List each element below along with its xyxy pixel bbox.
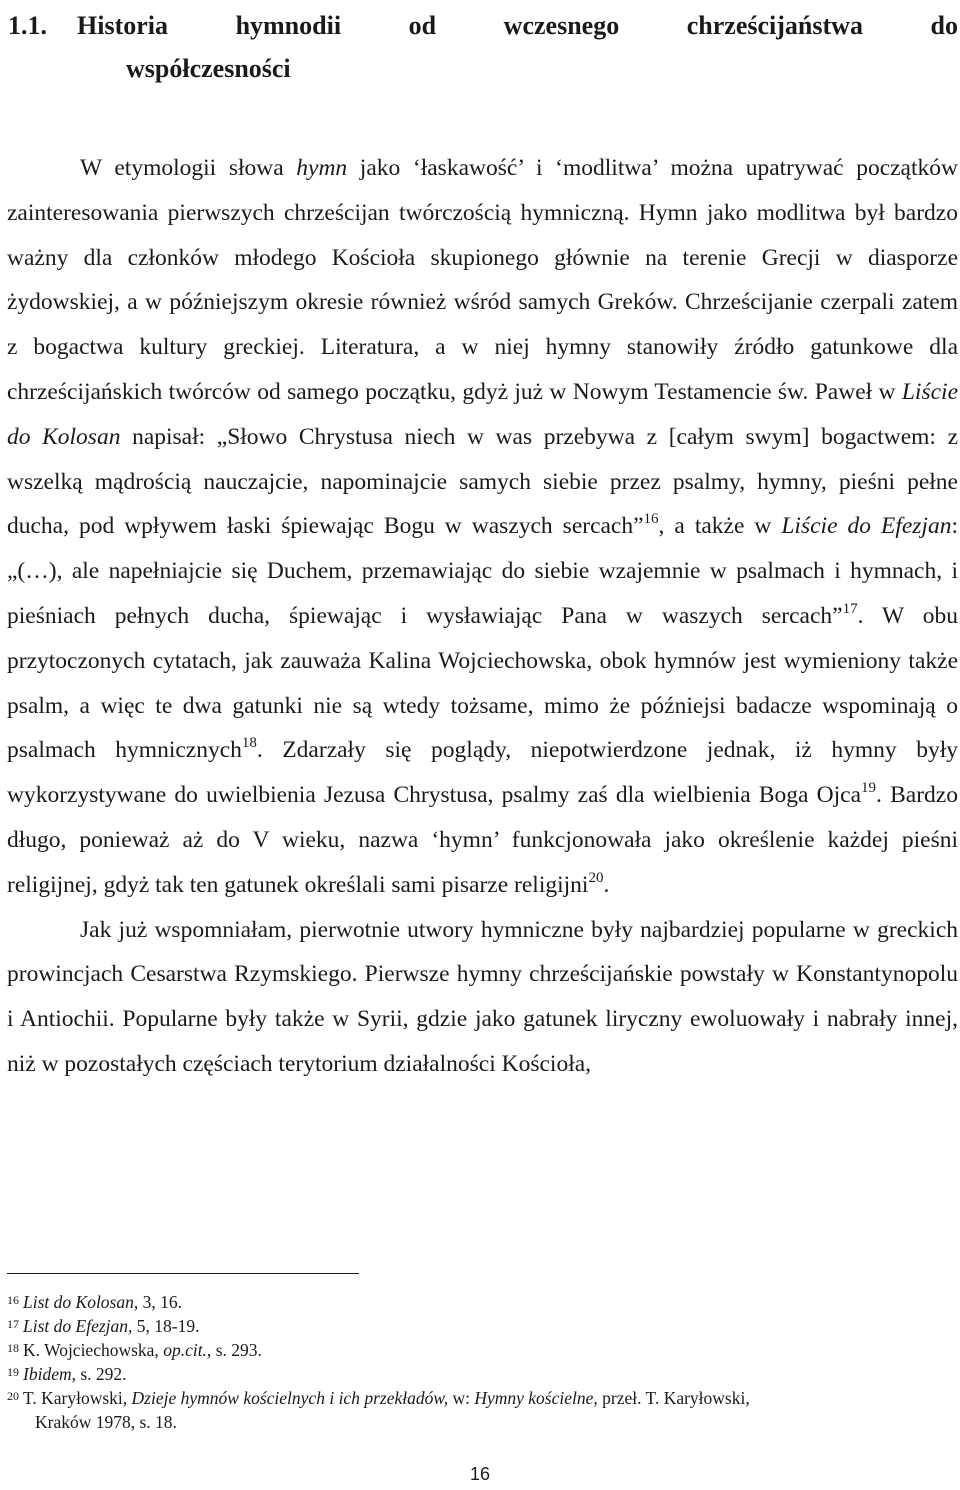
paragraph-2: Jak już wspomniałam, pierwotnie utwory hymniczne były najbardziej popularne w greckich prowincjach Cesarstwa Rzymskiego. Pierwsze hymny chrześcijańskie powstały w Konstantynopolu i Antiochii. Popularne były także w Syrii, gdzie jako gatunek liryczny ewoluowały i nabrały innej, niż w pozostałych częściach terytorium działalności Kościoła, xyxy=(7,916,958,1077)
footnote-text: 5, 18-19. xyxy=(132,1316,200,1336)
text-run: . W obu przytoczonych cytatach, jak zauważa Kalina Wojciechowska, obok hymnów jest wymieniony także psalm, a więc te dwa gatunki nie są wtedy tożsame, mimo że późniejsi badacze wspominają o psalmach hymnicznych xyxy=(7,602,958,764)
footnote-italic: Ibidem xyxy=(23,1364,72,1384)
footnote-20-continuation: Kraków 1978, s. 18. xyxy=(35,1412,177,1432)
text-run: . xyxy=(603,871,610,898)
footnote-17 xyxy=(7,1314,958,1338)
footnote-ref-19[interactable]: 19 xyxy=(861,780,877,797)
footnote-number: 18 xyxy=(7,1341,19,1355)
footnote-text: K. Wojciechowska, xyxy=(23,1340,164,1360)
footnote-ref-18[interactable]: 18 xyxy=(241,735,257,752)
text-run: napisał: „Słowo Chrystusa niech w was przebywa z [całym swym] bogactwem: z wszelką mądrością nauczajcie, napominajcie samych siebie przez psalmy, hymny, pieśni pełne ducha, pod wpływem łaski śpiewając Bogu w waszych sercach” xyxy=(7,423,959,540)
text-run: , a także w xyxy=(658,513,782,540)
footnote-italic: Dzieje hymnów kościelnych i ich przekładów, xyxy=(131,1388,449,1408)
footnote-italic: Hymny kościelne, xyxy=(474,1388,598,1408)
footnote-19 xyxy=(7,1362,958,1386)
footnote-18 xyxy=(7,1338,958,1362)
page-number: 16 xyxy=(469,1464,491,1484)
footnote-number: 19 xyxy=(7,1365,19,1379)
footnote-16 xyxy=(7,1290,958,1314)
italic-run: Liście do Efezjan xyxy=(781,513,952,540)
footnote-italic: List do Efezjan, xyxy=(23,1316,133,1336)
italic-run: hymn xyxy=(296,155,348,181)
footnote-text: T. Karyłowski, xyxy=(23,1388,132,1408)
footnote-text: w: xyxy=(448,1388,475,1408)
text-run: : „(…), ale napełniajcie się Duchem, przemawiając do siebie wzajemnie w psalmach i hymnach, i pieśniach pełnych ducha, śpiewając i wysławiając Pana w waszych sercach” xyxy=(7,513,958,629)
text-run: . Zdarzały się poglądy, niepotwierdzone jednak, iż hymny były wykorzystywane do uwielbienia Jezusa Chrystusa, psalmy zaś dla wielbienia Boga Ojca xyxy=(7,737,958,809)
footnote-number: 17 xyxy=(7,1317,19,1331)
footnote-number: 20 xyxy=(7,1389,19,1403)
footnote-ref-17[interactable]: 17 xyxy=(842,600,858,617)
footnote-italic: List do Kolosan xyxy=(23,1292,134,1312)
paragraph-1 xyxy=(7,146,958,908)
footnote-ref-16[interactable]: 16 xyxy=(643,511,659,528)
footnote-italic: op.cit., xyxy=(163,1340,212,1360)
section-title-line2: współczesności xyxy=(126,54,291,83)
footnotes xyxy=(7,1290,958,1434)
footnote-ref-20[interactable]: 20 xyxy=(588,869,604,886)
text-run: W etymologii słowa xyxy=(80,155,297,181)
footnote-separator xyxy=(7,1273,359,1274)
footnote-20 xyxy=(7,1386,958,1410)
text-run: . Bardzo długo, ponieważ aż do V wieku, nazwa ‘hymn’ funkcjonowała jako określenie każdej pieśni religijnej, gdyż tak ten gatunek określali sami pisarze religijni xyxy=(7,782,958,898)
body-text xyxy=(7,146,958,1087)
section-number: 1.1. xyxy=(8,11,47,40)
section-title-line1: Historia hymnodii od wczesnego chrześcijaństwa do xyxy=(77,11,958,40)
footnote-number: 16 xyxy=(7,1293,19,1307)
footnote-text: , 3, 16. xyxy=(133,1292,182,1312)
text-run: jako ‘łaskawość’ i ‘modlitwa’ można upatrywać początków zainteresowania pierwszych chrześcijan twórczością hymniczną. Hymn jako modlitwa był bardzo ważny dla członków młodego Kościoła skupionego głównie na terenie Grecji w diasporze żydowskiej, a w późniejszym okresie również wśród samych Greków. Chrześcijanie czerpali zatem z bogactwa kultury greckiej. Literatura, a w niej hymny stanowiły źródło gatunkowe dla chrześcijańskich twórców od samego początku, gdyż już w Nowym Testamencie św. Paweł w xyxy=(7,155,958,405)
footnote-text: s. 293. xyxy=(211,1340,262,1360)
footnote-text: , s. 292. xyxy=(71,1364,127,1384)
footnote-text: przeł. T. Karyłowski, xyxy=(597,1388,750,1408)
italic-run: Liście do Kolosan xyxy=(7,378,958,450)
